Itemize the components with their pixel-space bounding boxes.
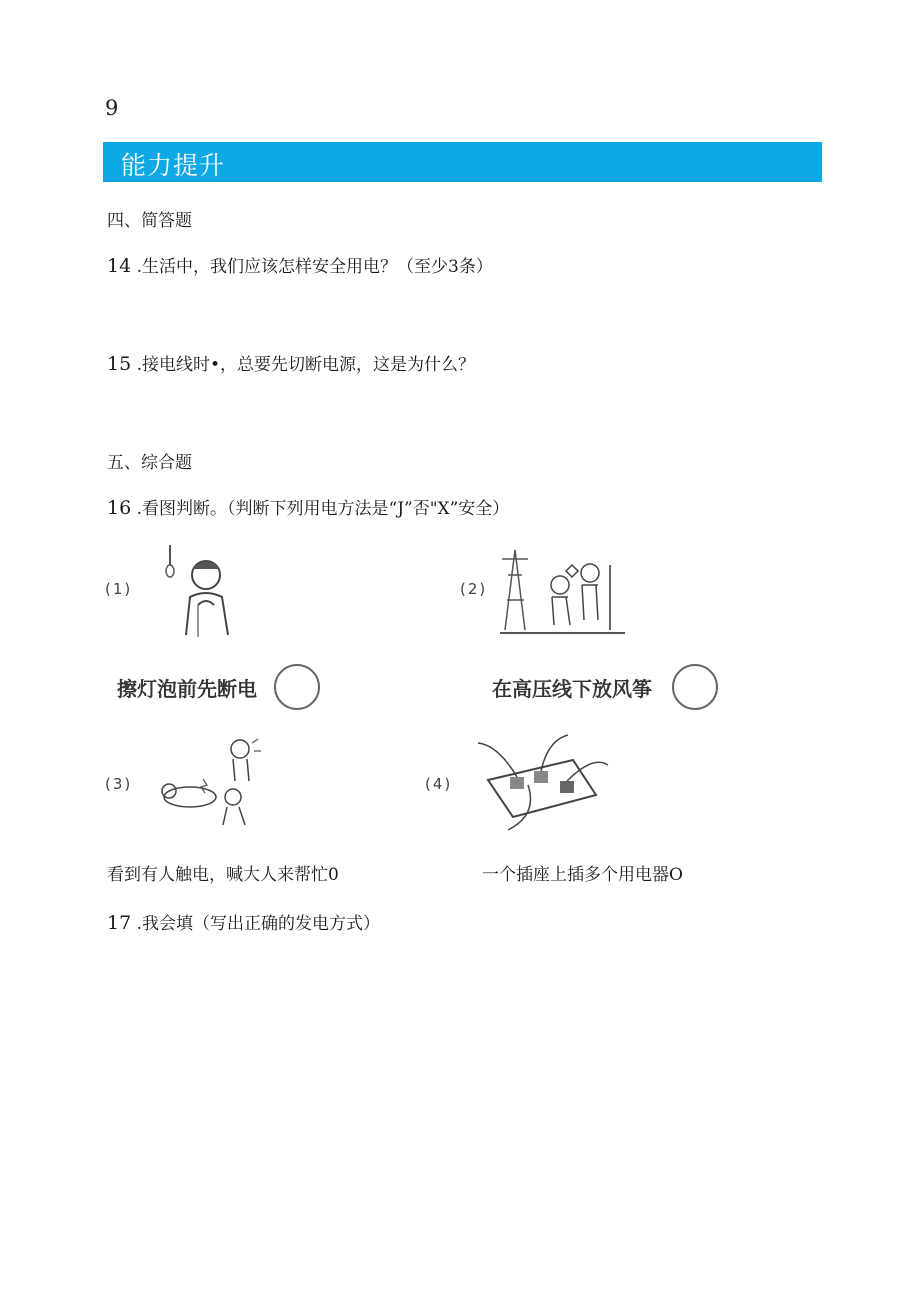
question-16-text: .看图判断。（判断下列用电方法是“J”否"X”安全） [136, 499, 510, 519]
item-1-caption: 擦灯泡前先断电 [117, 677, 257, 701]
question-15-text: .接电线时•，总要先切断电源，这是为什么？ [136, 355, 476, 375]
question-17-number: 17 [107, 912, 132, 934]
item-1-label: (1) [105, 580, 133, 598]
section5-heading: 五、综合题 [107, 453, 192, 473]
kite-under-power-line-illustration [500, 545, 625, 640]
question-15-number: 15 [107, 353, 132, 375]
item-2-answer-circle[interactable] [672, 664, 718, 710]
electric-shock-scene-illustration [155, 735, 270, 830]
person-cleaning-bulb-illustration [160, 545, 250, 640]
item-2-label: (2) [460, 580, 488, 598]
page-number: 9 [105, 96, 119, 120]
question-17-text: .我会填（写出正确的发电方式） [136, 914, 380, 934]
question-16 [107, 494, 509, 519]
question-14-text: .生活中，我们应该怎样安全用电？（至少3条） [136, 257, 493, 277]
question-14 [107, 252, 493, 277]
question-14-number: 14 [107, 255, 132, 277]
item-4-label: (4) [425, 775, 453, 793]
question-17 [107, 909, 380, 934]
question-16-number: 16 [107, 497, 132, 519]
section-banner [103, 142, 822, 182]
item-4-caption: 一个插座上插多个用电器O [482, 865, 683, 885]
item-2-caption: 在高压线下放风筝 [492, 677, 652, 701]
item-3-label: (3) [105, 775, 133, 793]
question-15 [107, 350, 475, 375]
section4-heading: 四、简答题 [107, 211, 192, 231]
item-1-answer-circle[interactable] [274, 664, 320, 710]
banner-title: 能力提升 [121, 151, 226, 180]
item-3-caption: 看到有人触电，喊大人来帮忙0 [107, 865, 339, 885]
overloaded-power-strip-illustration [478, 735, 613, 830]
